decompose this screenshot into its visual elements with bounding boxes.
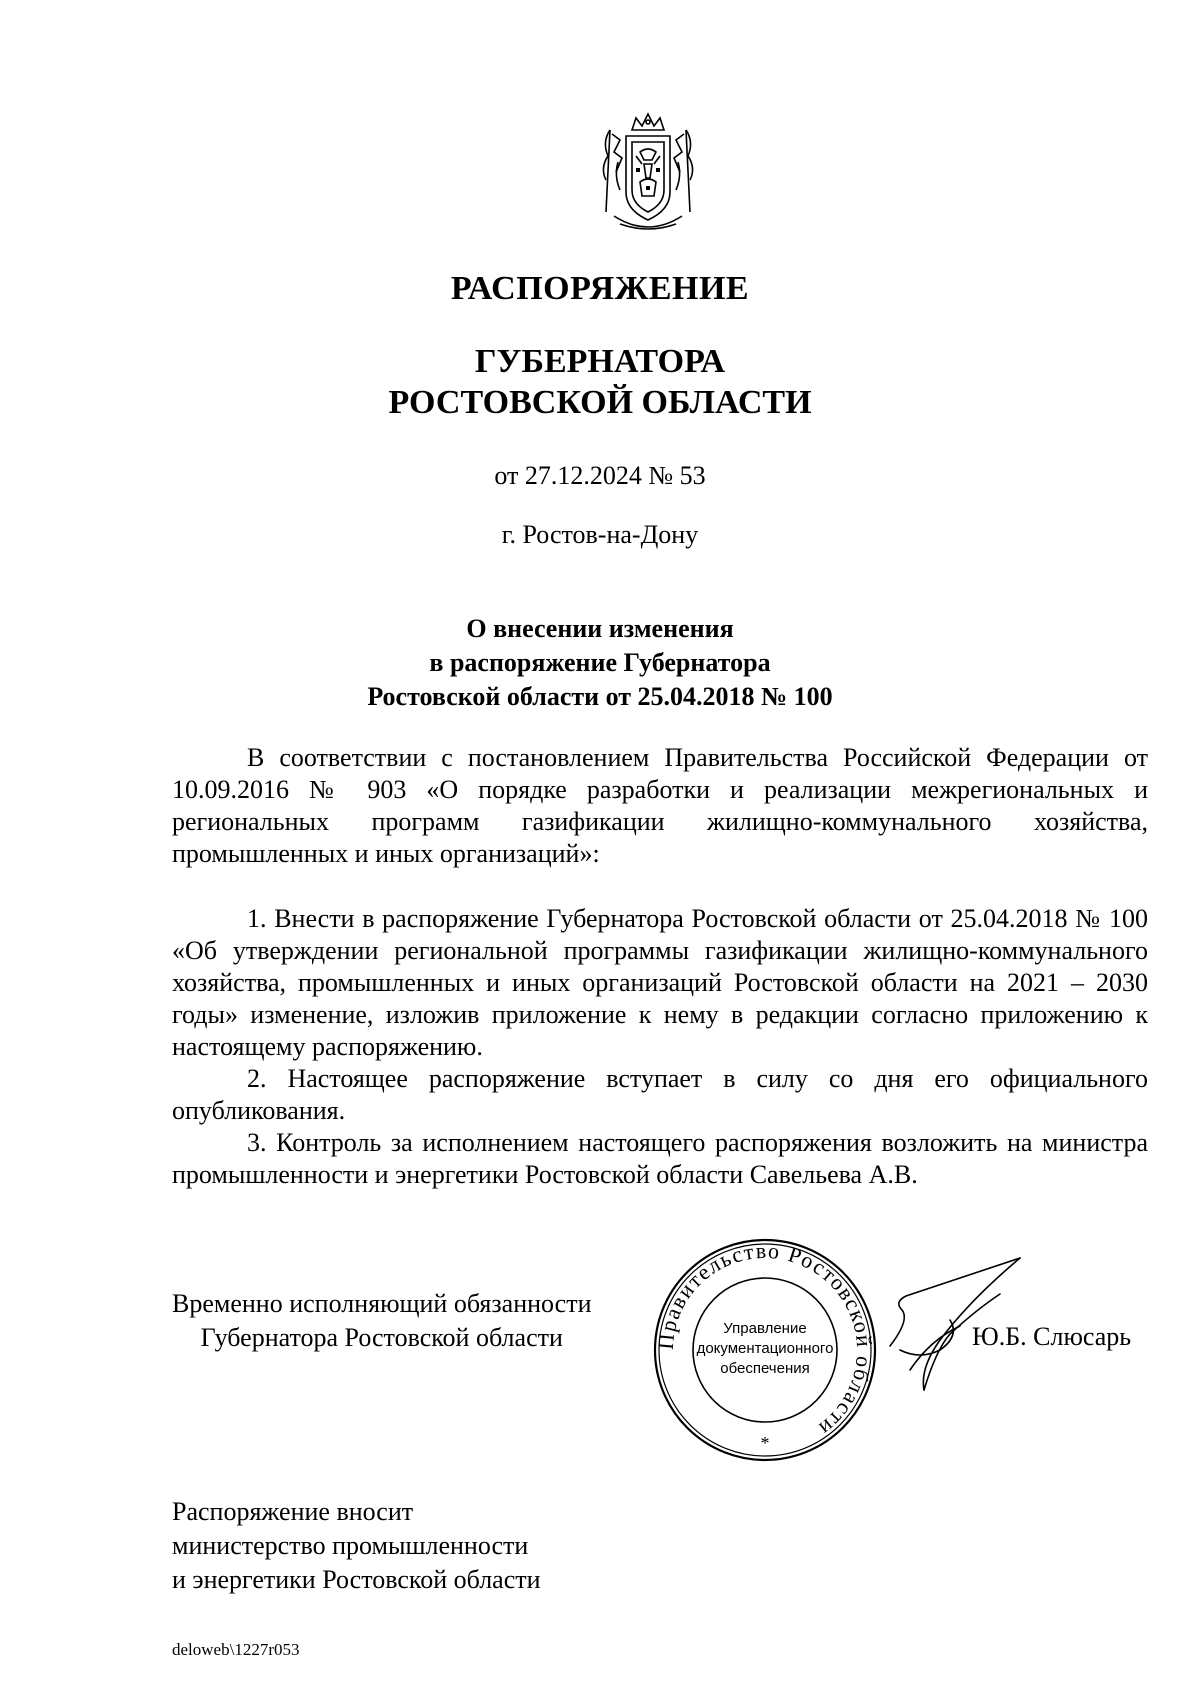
order-point-3: 3. Контроль за исполнением настоящего распоряжения возложить на министра промышленности и энергетики Ростовской области Савельева А.В. [172,1128,1148,1189]
signatory-position-line-2: Губернатора Ростовской области [200,1323,563,1352]
subject-line-2: в распоряжение Губернатора [429,648,771,677]
issuer-line-1: ГУБЕРНАТОРА [474,343,726,380]
signatory-position-line-1: Временно исполняющий обязанности [172,1289,592,1318]
order-point-1: 1. Внести в распоряжение Губернатора Ростовской области от 25.04.2018 № 100 «Об утверждении региональной программы газификации жилищно-коммунального хозяйства, промышленных и иных организаций Ростовской области на 2021 – 2030 годы» изменение, изложив приложение к нему в редакции согласно приложению к настоящему распоряжению. [172,904,1148,1061]
issuer-line-2: РОСТОВСКОЙ ОБЛАСТИ [388,384,812,421]
order-point-2: 2. Настоящее распоряжение вступает в силу со дня его официального опубликования. [172,1064,1148,1125]
document-date-number: от 27.12.2024 № 53 [494,461,706,490]
stamp-center-line-1: Управление [723,1320,807,1337]
stamp-center-line-2: документационного [696,1340,834,1357]
introduced-by-line-1: Распоряжение вносит [172,1497,414,1526]
preamble [172,742,1148,870]
official-stamp [650,1235,880,1465]
signatory-position [172,1287,592,1355]
stamp-star: * [760,1433,770,1453]
preamble-paragraph: В соответствии с постановлением Правительства Российской Федерации от 10.09.2016 № 903 «О порядке разработки и реализации межрегиональных и региональных программ газификации жилищно-коммунального хозяйства, промышленных и иных организаций»: [172,743,1148,868]
stamp-ring-text: Правительство Ростовской области [652,1237,878,1443]
introduced-by-line-2: министерство промышленности [172,1531,529,1560]
order-points [172,903,1148,1191]
subject-line-3: Ростовской области от 25.04.2018 № 100 [367,682,833,711]
document-city: г. Ростов-на-Дону [501,520,699,549]
document-title: РАСПОРЯЖЕНИЕ [450,270,750,307]
document-subject [0,612,1200,714]
document-registry-code: deloweb\1227r053 [172,1640,300,1659]
introduced-by-block [172,1495,541,1597]
stamp-center-line-3: обеспечения [720,1360,810,1377]
introduced-by-line-3: и энергетики Ростовской области [172,1565,541,1594]
coat-of-arms-icon [596,112,700,240]
subject-line-1: О внесении изменения [466,614,734,643]
signatory-name: Ю.Б. Слюсарь [972,1322,1132,1351]
